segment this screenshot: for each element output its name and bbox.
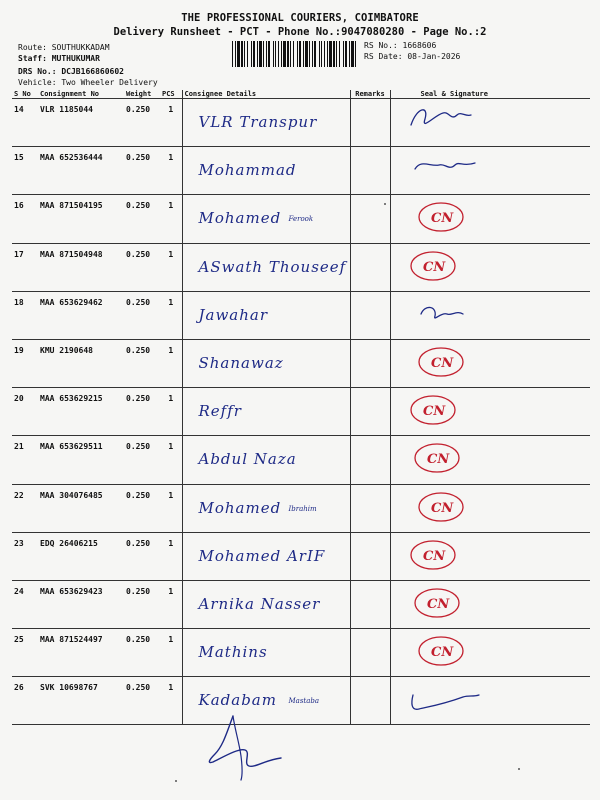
barcode-bar — [237, 41, 240, 67]
handwritten-name: Arnika Nasser — [198, 594, 321, 613]
row-consignee — [182, 580, 350, 628]
col-pcs: PCS — [160, 90, 182, 99]
row-consignment: MAA 652536444 — [38, 147, 124, 195]
rs-date-line — [364, 51, 460, 62]
row-pcs: 1 — [160, 291, 182, 339]
table-header-row — [12, 90, 590, 99]
signature-stroke — [421, 307, 463, 318]
row-seal — [390, 580, 590, 628]
handwritten-name: Mohamed — [198, 498, 282, 517]
barcode-bar — [312, 41, 313, 67]
row-consignee — [182, 243, 350, 291]
route-line — [18, 42, 110, 54]
row-weight: 0.250 — [124, 629, 160, 677]
handwritten-name: VLR Transpur — [198, 113, 318, 131]
handwritten-name: Reffr — [198, 402, 242, 421]
row-weight: 0.250 — [124, 677, 160, 725]
barcode-bar — [329, 41, 332, 67]
row-sno: 26 — [12, 677, 38, 725]
row-remarks — [350, 580, 390, 628]
row-consignment: MAA 653629423 — [38, 580, 124, 628]
barcode-bar — [281, 41, 282, 67]
barcode-bar — [336, 41, 337, 67]
row-sno: 20 — [12, 388, 38, 436]
row-remarks — [350, 291, 390, 339]
row-remarks — [350, 388, 390, 436]
barcode-bar — [355, 41, 356, 67]
row-consignee — [182, 532, 350, 580]
row-pcs: 1 — [160, 532, 182, 580]
staff-signature — [205, 712, 285, 782]
barcode-bar — [309, 41, 310, 67]
cn-stamp — [391, 340, 591, 381]
barcode-bar — [263, 41, 264, 67]
row-consignment: MAA 653629511 — [38, 436, 124, 484]
barcode-bar — [273, 41, 274, 67]
row-weight: 0.250 — [124, 436, 160, 484]
table-row — [12, 580, 590, 628]
barcode-bar — [278, 41, 279, 67]
col-remarks: Remarks — [350, 90, 390, 99]
row-seal — [390, 147, 590, 195]
handwritten-name: Kadabam — [198, 691, 277, 710]
cn-stamp — [391, 388, 591, 429]
row-remarks — [350, 99, 390, 147]
signature-mark — [391, 99, 591, 140]
table-row — [12, 532, 590, 580]
signature-mark — [391, 147, 591, 188]
barcode-bar — [257, 41, 258, 67]
barcode-bar — [299, 41, 301, 67]
row-remarks — [350, 629, 390, 677]
row-weight: 0.250 — [124, 580, 160, 628]
col-seal: Seal & Signature — [390, 90, 590, 99]
row-sno: 19 — [12, 339, 38, 387]
row-consignee — [182, 147, 350, 195]
staff-value: MUTHUKUMAR — [51, 54, 100, 63]
cn-stamp — [391, 629, 591, 670]
row-sno: 16 — [12, 195, 38, 243]
row-weight: 0.250 — [124, 388, 160, 436]
row-pcs: 1 — [160, 484, 182, 532]
row-consignment: MAA 871504948 — [38, 243, 124, 291]
handwritten-name: ASwath Thouseef — [198, 257, 347, 276]
table-row — [12, 436, 590, 484]
row-consignment: MAA 304076485 — [38, 484, 124, 532]
row-weight: 0.250 — [124, 195, 160, 243]
company-title: THE PROFESSIONAL COURIERS, COIMBATORE — [181, 12, 419, 24]
rs-date-label: RS Date: — [364, 52, 403, 61]
row-pcs: 1 — [160, 677, 182, 725]
barcode-bar — [305, 41, 308, 67]
stamp-text: CN — [426, 596, 449, 612]
table-row — [12, 243, 590, 291]
row-sno: 21 — [12, 436, 38, 484]
barcode-bar — [266, 41, 267, 67]
barcode-bar — [232, 41, 233, 67]
row-consignment: KMU 2190648 — [38, 339, 124, 387]
rs-info — [364, 40, 460, 62]
row-sno: 25 — [12, 629, 38, 677]
row-consignment: VLR 1185044 — [38, 99, 124, 147]
row-pcs: 1 — [160, 195, 182, 243]
barcode-bar — [293, 41, 294, 67]
barcode-bar — [253, 41, 255, 67]
barcode-bar — [251, 41, 252, 67]
row-consignee — [182, 339, 350, 387]
row-seal — [390, 677, 590, 725]
drs-value: DCJB166860602 — [61, 67, 124, 76]
row-remarks — [350, 677, 390, 725]
stamp-text: CN — [430, 645, 453, 661]
barcode-bar — [290, 41, 291, 67]
barcode-bar — [287, 41, 289, 67]
table-row — [12, 99, 590, 147]
row-weight: 0.250 — [124, 99, 160, 147]
barcode-bar — [333, 41, 335, 67]
handwritten-name-note: Ibrahim — [288, 504, 317, 513]
row-seal — [390, 436, 590, 484]
table-row — [12, 291, 590, 339]
row-sno: 22 — [12, 484, 38, 532]
row-consignee — [182, 436, 350, 484]
row-pcs: 1 — [160, 629, 182, 677]
row-seal — [390, 532, 590, 580]
route-label: Route: — [18, 43, 47, 52]
row-weight: 0.250 — [124, 532, 160, 580]
row-sno: 17 — [12, 243, 38, 291]
barcode-bar — [351, 41, 354, 67]
barcode-bar — [321, 41, 322, 67]
row-consignment: MAA 871504195 — [38, 195, 124, 243]
cn-stamp — [391, 244, 591, 285]
row-sno: 18 — [12, 291, 38, 339]
barcode-bar — [275, 41, 276, 67]
col-consignee: Consignee Details — [182, 90, 350, 99]
stamp-text: CN — [422, 404, 445, 420]
barcode-bar — [283, 41, 286, 67]
handwritten-name: Abdul Naza — [198, 450, 297, 469]
row-pcs: 1 — [160, 99, 182, 147]
row-consignee — [182, 629, 350, 677]
row-consignment: MAA 653629215 — [38, 388, 124, 436]
col-weight: Weight — [124, 90, 160, 99]
table-row — [12, 339, 590, 387]
barcode-bar — [343, 41, 344, 67]
speck — [175, 780, 177, 782]
handwritten-name-note: Ferook — [288, 215, 314, 224]
row-seal — [390, 243, 590, 291]
barcode-bar — [319, 41, 320, 67]
row-seal — [390, 388, 590, 436]
route-value: SOUTHUKKADAM — [51, 43, 110, 52]
staff-label: Staff: — [18, 54, 47, 63]
handwritten-name: Jawahar — [198, 305, 269, 324]
row-consignee — [182, 195, 350, 243]
handwritten-name: Shanawaz — [198, 353, 284, 372]
handwritten-name: Mohamed ArIF — [198, 546, 326, 565]
signature-stroke — [411, 695, 478, 709]
cn-stamp — [391, 195, 591, 236]
barcode-bar — [244, 41, 245, 67]
signature-mark — [391, 292, 591, 333]
row-consignment: MAA 653629462 — [38, 291, 124, 339]
row-consignee — [182, 291, 350, 339]
handwritten-name: Mohammad — [198, 161, 297, 180]
row-seal — [390, 291, 590, 339]
row-pcs: 1 — [160, 339, 182, 387]
row-seal — [390, 195, 590, 243]
row-seal — [390, 99, 590, 147]
cn-stamp — [391, 533, 591, 574]
cn-stamp — [391, 485, 591, 526]
row-remarks — [350, 436, 390, 484]
row-pcs: 1 — [160, 147, 182, 195]
stamp-text: CN — [430, 500, 453, 516]
barcode-bar — [297, 41, 298, 67]
barcode-bar — [241, 41, 243, 67]
row-pcs: 1 — [160, 243, 182, 291]
handwritten-name: Mathins — [198, 643, 268, 662]
row-pcs: 1 — [160, 580, 182, 628]
rs-no-label: RS No.: — [364, 41, 398, 50]
drs-line — [18, 66, 124, 78]
barcode-bar — [268, 41, 270, 67]
runsheet-title: Delivery Runsheet - PCT - Phone No.:9047080280 - Page No.:2 — [113, 26, 487, 38]
stamp-text: CN — [430, 211, 453, 227]
row-consignee — [182, 99, 350, 147]
rs-date-value: 08-Jan-2026 — [407, 52, 461, 61]
row-sno: 15 — [12, 147, 38, 195]
row-sno: 23 — [12, 532, 38, 580]
col-sno: S No — [12, 90, 38, 99]
barcode-bar — [339, 41, 340, 67]
row-weight: 0.250 — [124, 243, 160, 291]
vehicle-line — [18, 77, 158, 89]
row-pcs: 1 — [160, 388, 182, 436]
barcode-bar — [247, 41, 248, 67]
stamp-text: CN — [426, 452, 449, 468]
barcode-bar — [345, 41, 347, 67]
row-remarks — [350, 339, 390, 387]
handwritten-name: Mohamed — [198, 209, 282, 228]
barcode-bar — [235, 41, 236, 67]
barcode-bar — [303, 41, 304, 67]
table-row — [12, 484, 590, 532]
signature-stroke — [411, 110, 471, 125]
row-weight: 0.250 — [124, 484, 160, 532]
row-weight: 0.250 — [124, 339, 160, 387]
table-row — [12, 195, 590, 243]
cn-stamp — [391, 581, 591, 622]
vehicle-label: Vehicle: — [18, 78, 57, 87]
signature-mark — [391, 677, 591, 718]
row-remarks — [350, 484, 390, 532]
handwritten-name-note: Mastaba — [288, 697, 320, 706]
row-consignee — [182, 388, 350, 436]
row-remarks — [350, 532, 390, 580]
speck — [384, 203, 386, 205]
col-consignment: Consignment No — [38, 90, 124, 99]
stamp-text: CN — [422, 548, 445, 564]
stamp-text: CN — [430, 355, 453, 371]
row-consignee — [182, 484, 350, 532]
drs-label: DRS No.: — [18, 67, 57, 76]
barcode-bar — [314, 41, 316, 67]
barcode-image — [232, 41, 358, 67]
row-consignment: MAA 871524497 — [38, 629, 124, 677]
table-row — [12, 147, 590, 195]
row-seal — [390, 484, 590, 532]
staff-line — [18, 53, 100, 65]
cn-stamp — [391, 436, 591, 477]
speck — [518, 768, 520, 770]
barcode-bar — [327, 41, 328, 67]
barcode-bar — [349, 41, 350, 67]
row-weight: 0.250 — [124, 147, 160, 195]
row-pcs: 1 — [160, 436, 182, 484]
barcode-bar — [259, 41, 262, 67]
table-row — [12, 677, 590, 725]
table-row — [12, 629, 590, 677]
rs-no-line — [364, 40, 460, 51]
stamp-text: CN — [422, 259, 445, 275]
rs-no-value: 1668606 — [402, 41, 437, 50]
row-seal — [390, 629, 590, 677]
row-consignment: SVK 10698767 — [38, 677, 124, 725]
runsheet-table — [12, 90, 590, 725]
table-row — [12, 388, 590, 436]
row-sno: 14 — [12, 99, 38, 147]
signature-stroke — [415, 163, 475, 169]
row-seal — [390, 339, 590, 387]
row-consignment: EDQ 26406215 — [38, 532, 124, 580]
row-remarks — [350, 243, 390, 291]
barcode-bar — [324, 41, 325, 67]
row-weight: 0.250 — [124, 291, 160, 339]
row-sno: 24 — [12, 580, 38, 628]
vehicle-value: Two Wheeler Delivery — [61, 78, 158, 87]
row-remarks — [350, 147, 390, 195]
